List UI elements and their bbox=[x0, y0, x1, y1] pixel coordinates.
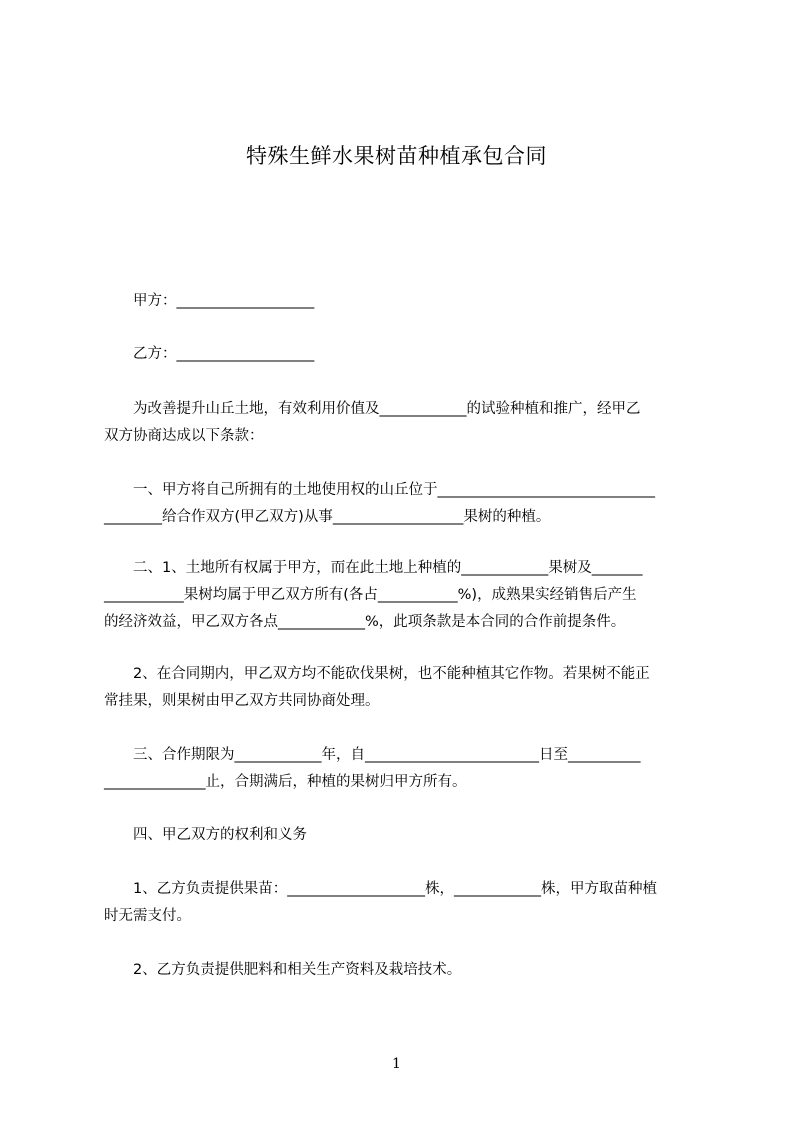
clause-1-line-2: ________给合作双方(甲乙双方)从事__________________果树的种植。 bbox=[104, 509, 551, 525]
clause-3-line-2: ______________止，合期满后，种植的果树归甲方所有。 bbox=[104, 774, 467, 790]
document-title: 特殊生鲜水果树苗种植承包合同 bbox=[246, 144, 547, 168]
preamble-line-1: 为改善提升山丘土地，有效利用价值及____________的试验种植和推广，经甲乙 bbox=[104, 401, 641, 417]
page-number: 1 bbox=[392, 1056, 401, 1072]
clause-4-2-line: 2、乙方负责提供肥料和相关生产资料及栽培技术。 bbox=[104, 962, 462, 978]
clause-3-line-1: 三、合作期限为____________年，自________________________日至__________ bbox=[104, 747, 641, 763]
clause-2-line-3: 的经济效益，甲乙双方各点____________%，此项条款是本合同的合作前提条件。 bbox=[104, 614, 626, 630]
preamble-line-2: 双方协商达成以下条款： bbox=[104, 428, 264, 444]
clause-4-1-line-2: 时无需支付。 bbox=[104, 908, 191, 924]
clause-4-1-line-1: 1、乙方负责提供果苗：___________________株，____________株，甲方取苗种植 bbox=[104, 881, 657, 897]
clause-1-line-1: 一、甲方将自己所拥有的土地使用权的山丘位于______________________________ bbox=[104, 482, 655, 498]
party-a-line: 甲方：___________________ bbox=[104, 293, 315, 309]
party-b-line: 乙方：___________________ bbox=[104, 346, 315, 362]
clause-2-2-line-2: 常挂果，则果树由甲乙双方共同协商处理。 bbox=[104, 693, 380, 709]
clause-4-heading: 四、甲乙双方的权利和义务 bbox=[104, 827, 307, 843]
clause-2-2-line-1: 2、在合同期内，甲乙双方均不能砍伐果树，也不能种植其它作物。若果树不能正 bbox=[104, 666, 650, 682]
clause-2-line-1: 二、1、土地所有权属于甲方，而在此土地上种植的____________果树及_______ bbox=[104, 560, 643, 576]
clause-2-line-2: ___________果树均属于甲乙双方所有(各占___________%)，成熟果实经销售后产生 bbox=[104, 587, 637, 603]
